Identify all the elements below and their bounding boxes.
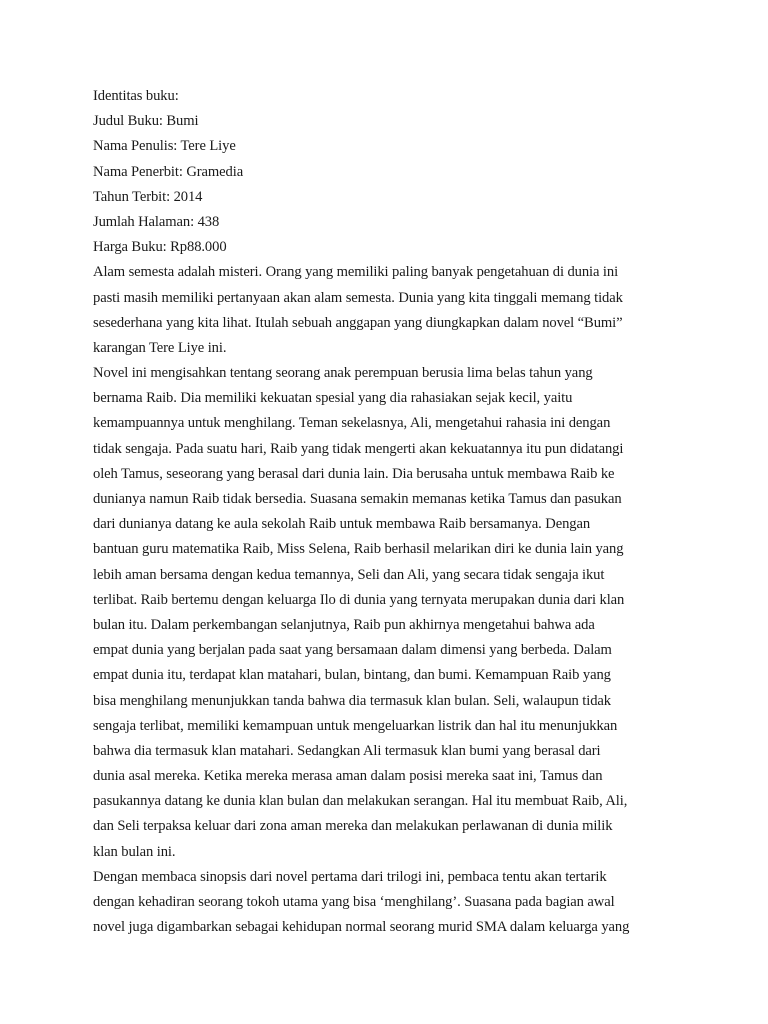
paragraph-line: dunianya namun Raib tidak bersedia. Suasana semakin memanas ketika Tamus dan pasukan bbox=[93, 491, 622, 507]
paragraph-line: lebih aman bersama dengan kedua temannya, Seli dan Ali, yang secara tidak sengaja ikut bbox=[93, 566, 605, 583]
identity-author: Nama Penulis: Tere Liye bbox=[93, 138, 236, 155]
identity-heading: Identitas buku: bbox=[93, 88, 179, 104]
identity-price: Harga Buku: Rp88.000 bbox=[93, 239, 227, 256]
paragraph-line: kemampuannya untuk menghilang. Teman sekelasnya, Ali, mengetahui rahasia ini dengan bbox=[93, 415, 611, 432]
paragraph-line: oleh Tamus, seseorang yang berasal dari dunia lain. Dia berusaha untuk membawa Raib ke bbox=[93, 465, 615, 482]
paragraph-line: klan bulan ini. bbox=[93, 843, 176, 860]
paragraph-line: bernama Raib. Dia memiliki kekuatan spesial yang dia rahasiakan sejak kecil, yaitu bbox=[93, 390, 573, 407]
identity-year: Tahun Terbit: 2014 bbox=[93, 188, 203, 205]
paragraph-line: Dengan membaca sinopsis dari novel pertama dari trilogi ini, pembaca tentu akan tertarik bbox=[93, 868, 607, 885]
document-page bbox=[93, 84, 683, 940]
paragraph-review bbox=[93, 865, 683, 941]
paragraph-line: dunia asal mereka. Ketika mereka merasa aman dalam posisi mereka saat ini, Tamus dan bbox=[93, 768, 603, 785]
paragraph-line: Novel ini mengisahkan tentang seorang anak perempuan berusia lima belas tahun yang bbox=[93, 365, 593, 382]
identity-pages: Jumlah Halaman: 438 bbox=[93, 213, 220, 230]
paragraph-line: dari dunianya datang ke aula sekolah Raib untuk membawa Raib bersamanya. Dengan bbox=[93, 516, 591, 533]
paragraph-synopsis bbox=[93, 361, 683, 865]
paragraph-line: sengaja terlibat, memiliki kemampuan untuk mengeluarkan listrik dan hal itu menunjukkan bbox=[93, 717, 618, 734]
paragraph-line: tidak sengaja. Pada suatu hari, Raib yang tidak mengerti akan kekuatannya itu pun didatangi bbox=[93, 440, 624, 457]
paragraph-line: pasukannya datang ke dunia klan bulan dan melakukan serangan. Hal itu membuat Raib, Ali, bbox=[93, 793, 628, 810]
paragraph-line: dan Seli terpaksa keluar dari zona aman mereka dan melakukan perlawanan di dunia milik bbox=[93, 818, 613, 835]
paragraph-line: sesederhana yang kita lihat. Itulah sebuah anggapan yang diungkapkan dalam novel “Bumi” bbox=[93, 314, 623, 331]
paragraph-line: bisa menghilang menunjukkan tanda bahwa dia termasuk klan bulan. Seli, walaupun tidak bbox=[93, 692, 611, 709]
identity-publisher: Nama Penerbit: Gramedia bbox=[93, 163, 244, 180]
paragraph-line: karangan Tere Liye ini. bbox=[93, 339, 227, 356]
identity-title: Judul Buku: Bumi bbox=[93, 113, 199, 130]
paragraph-line: novel juga digambarkan sebagai kehidupan normal seorang murid SMA dalam keluarga yang bbox=[93, 919, 630, 936]
paragraph-line: empat dunia yang berjalan pada saat yang bersamaan dalam dimensi yang berbeda. Dalam bbox=[93, 642, 612, 659]
paragraph-line: dengan kehadiran seorang tokoh utama yang bisa ‘menghilang’. Suasana pada bagian awal bbox=[93, 894, 615, 910]
paragraph-line: bahwa dia termasuk klan matahari. Sedangkan Ali termasuk klan bumi yang berasal dari bbox=[93, 742, 601, 759]
paragraph-line: bulan itu. Dalam perkembangan selanjutnya, Raib pun akhirnya mengetahui bahwa ada bbox=[93, 616, 595, 633]
paragraph-line: empat dunia itu, terdapat klan matahari, bulan, bintang, dan bumi. Kemampuan Raib yang bbox=[93, 667, 611, 684]
paragraph-line: pasti masih memiliki pertanyaan akan alam semesta. Dunia yang kita tinggali memang tidak bbox=[93, 289, 623, 306]
paragraph-line: Alam semesta adalah misteri. Orang yang memiliki paling banyak pengetahuan di dunia ini bbox=[93, 264, 619, 281]
paragraph-intro bbox=[93, 260, 683, 361]
paragraph-line: terlibat. Raib bertemu dengan keluarga Ilo di dunia yang ternyata merupakan dunia dari klan bbox=[93, 591, 625, 608]
paragraph-line: bantuan guru matematika Raib, Miss Selena, Raib berhasil melarikan diri ke dunia lain yang bbox=[93, 541, 624, 558]
